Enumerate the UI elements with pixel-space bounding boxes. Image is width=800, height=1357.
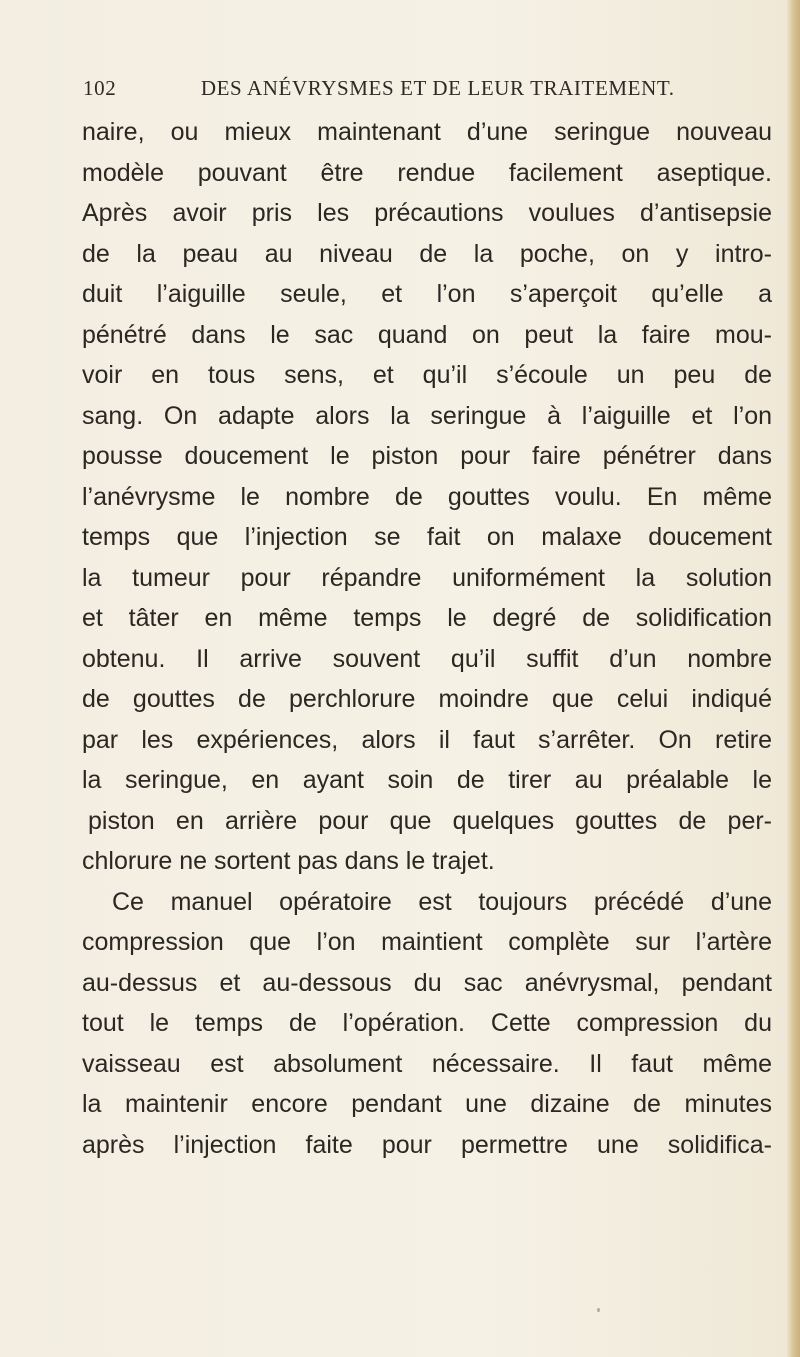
text-line: après l’injection faite pour permettre une solidifica-: [82, 1130, 772, 1159]
text-line: duit l’aiguille seule, et l’on s’aperçoit qu’elle a: [82, 280, 772, 308]
text-line: voir en tous sens, et qu’il s’écoule un peu de: [82, 361, 772, 389]
text-line: de gouttes de perchlorure moindre que celui indiqué: [82, 685, 772, 713]
running-title: DES ANÉVRYSMES ET DE LEUR TRAITEMENT.: [200, 76, 675, 100]
page-number: 102: [83, 76, 117, 100]
text-line: et tâter en même temps le degré de solidification: [82, 604, 772, 632]
text-line: la tumeur pour répandre uniformément la solution: [82, 563, 772, 592]
text-line: la seringue, en ayant soin de tirer au préalable le: [82, 766, 772, 794]
text-line: par les expériences, alors il faut s’arrêter. On retire: [82, 725, 772, 754]
text-line: piston en arrière pour que quelques gouttes de per-: [88, 806, 772, 835]
text-line: naire, ou mieux maintenant d’une seringue nouveau: [82, 118, 772, 146]
text-line: compression que l’on maintient complète sur l’artère: [82, 928, 772, 956]
text-line: obtenu. Il arrive souvent qu’il suffit d’un nombre: [82, 644, 772, 673]
page-edge-shadow: [786, 0, 800, 1357]
text-line: de la peau au niveau de la poche, on y intro-: [82, 239, 772, 268]
text-line: au-dessus et au-dessous du sac anévrysmal, pendant: [82, 968, 772, 997]
text-line: temps que l’injection se fait on malaxe doucement: [82, 523, 772, 551]
text-line: la maintenir encore pendant une dizaine de minutes: [82, 1090, 772, 1118]
page-header: [83, 76, 763, 106]
text-line: vaisseau est absolument nécessaire. Il faut même: [82, 1049, 772, 1078]
text-line: tout le temps de l’opération. Cette compression du: [82, 1009, 772, 1037]
paragraph-start-line: Ce manuel opératoire est toujours précédé d’une: [112, 887, 772, 916]
text-line: modèle pouvant être rendue facilement aseptique.: [82, 158, 772, 187]
text-line: sang. On adapte alors la seringue à l’aiguille et l’on: [82, 401, 772, 430]
paper-speck: [597, 1308, 600, 1312]
body-text: [82, 112, 772, 1165]
text-line: l’anévrysme le nombre de gouttes voulu. En même: [82, 482, 772, 511]
paragraph-end-line: chlorure ne sortent pas dans le trajet.: [82, 847, 495, 875]
text-line: Après avoir pris les précautions voulues d’antisepsie: [82, 199, 772, 227]
text-line: pénétré dans le sac quand on peut la faire mou-: [82, 320, 772, 349]
text-line: pousse doucement le piston pour faire pénétrer dans: [82, 442, 772, 470]
